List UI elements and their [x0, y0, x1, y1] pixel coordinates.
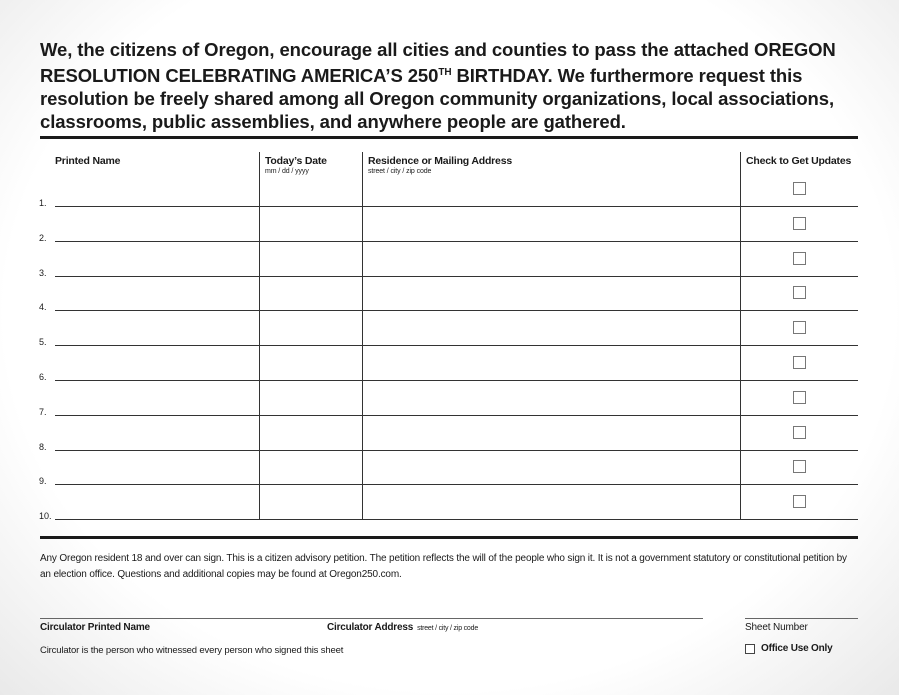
row-number: 4. — [39, 302, 47, 312]
office-use-checkbox[interactable] — [745, 644, 755, 654]
row-number: 8. — [39, 442, 47, 452]
row-number: 6. — [39, 372, 47, 382]
updates-checkbox[interactable] — [793, 426, 806, 439]
updates-checkbox[interactable] — [793, 321, 806, 334]
row-number: 5. — [39, 337, 47, 347]
disclaimer-text: Any Oregon resident 18 and over can sign. This is a citizen advisory petition. The petition reflects the will of the people who sign it. It is not a government statutory or constitutional petition by an election office. Questions and additional copies may be found at Oregon250.com. — [40, 553, 847, 580]
statement-superscript: TH — [438, 67, 452, 78]
column-divider — [362, 152, 363, 519]
column-divider — [740, 152, 741, 519]
signature-row-line[interactable] — [55, 276, 858, 277]
signature-row-line[interactable] — [55, 450, 858, 451]
signature-row-line[interactable] — [55, 345, 858, 346]
circulator-signature-line[interactable] — [40, 618, 703, 619]
updates-checkbox[interactable] — [793, 252, 806, 265]
row-number: 7. — [39, 407, 47, 417]
sheet-number-label: Sheet Number — [745, 622, 808, 633]
office-use-label: Office Use Only — [761, 643, 833, 654]
updates-checkbox[interactable] — [793, 495, 806, 508]
statement-text-1: We, the citizens of Oregon, encourage all cities and counties to pass the attached OREGON RESOLUTION CELEBRATING AMERICA’S 250 — [40, 39, 836, 86]
column-header-name: Printed Name — [55, 155, 121, 167]
updates-checkbox[interactable] — [793, 460, 806, 473]
row-number: 2. — [39, 233, 47, 243]
column-hint-date: mm / dd / yyyy — [265, 168, 309, 175]
signature-row-line[interactable] — [55, 310, 858, 311]
column-hint-address: street / city / zip code — [368, 168, 432, 175]
row-number: 10. — [39, 511, 52, 521]
sheet-number-line[interactable] — [745, 618, 858, 619]
circulator-address-hint: street / city / zip code — [417, 625, 479, 632]
signature-row-line[interactable] — [55, 415, 858, 416]
circulator-address-label-text: Circulator Address — [327, 622, 414, 633]
bottom-divider — [40, 536, 858, 539]
circulator-name-label: Circulator Printed Name — [40, 622, 150, 633]
top-divider — [40, 136, 858, 139]
signature-row-line[interactable] — [55, 380, 858, 381]
column-divider — [259, 152, 260, 519]
column-header-date: Today’s Date — [265, 155, 327, 167]
updates-checkbox[interactable] — [793, 286, 806, 299]
updates-checkbox[interactable] — [793, 182, 806, 195]
updates-checkbox[interactable] — [793, 356, 806, 369]
row-number: 3. — [39, 268, 47, 278]
updates-checkbox[interactable] — [793, 391, 806, 404]
signature-row-line[interactable] — [55, 241, 858, 242]
signature-row-line[interactable] — [55, 484, 858, 485]
column-header-address: Residence or Mailing Address — [368, 155, 512, 167]
statement-text-2: BIRTHDAY. We furthermore request this resolution be freely shared among all Oregon community organizations, local associations, classrooms, public assemblies, and anywhere people are gathered. — [40, 65, 834, 132]
signature-row-line[interactable] — [55, 206, 858, 207]
column-header-updates: Check to Get Updates — [746, 155, 852, 167]
petition-statement — [40, 38, 860, 133]
circulator-note: Circulator is the person who witnessed every person who signed this sheet — [40, 645, 344, 656]
updates-checkbox[interactable] — [793, 217, 806, 230]
row-number: 1. — [39, 198, 47, 208]
signature-row-line[interactable] — [55, 519, 858, 520]
row-number: 9. — [39, 476, 47, 486]
circulator-address-label — [327, 622, 478, 633]
